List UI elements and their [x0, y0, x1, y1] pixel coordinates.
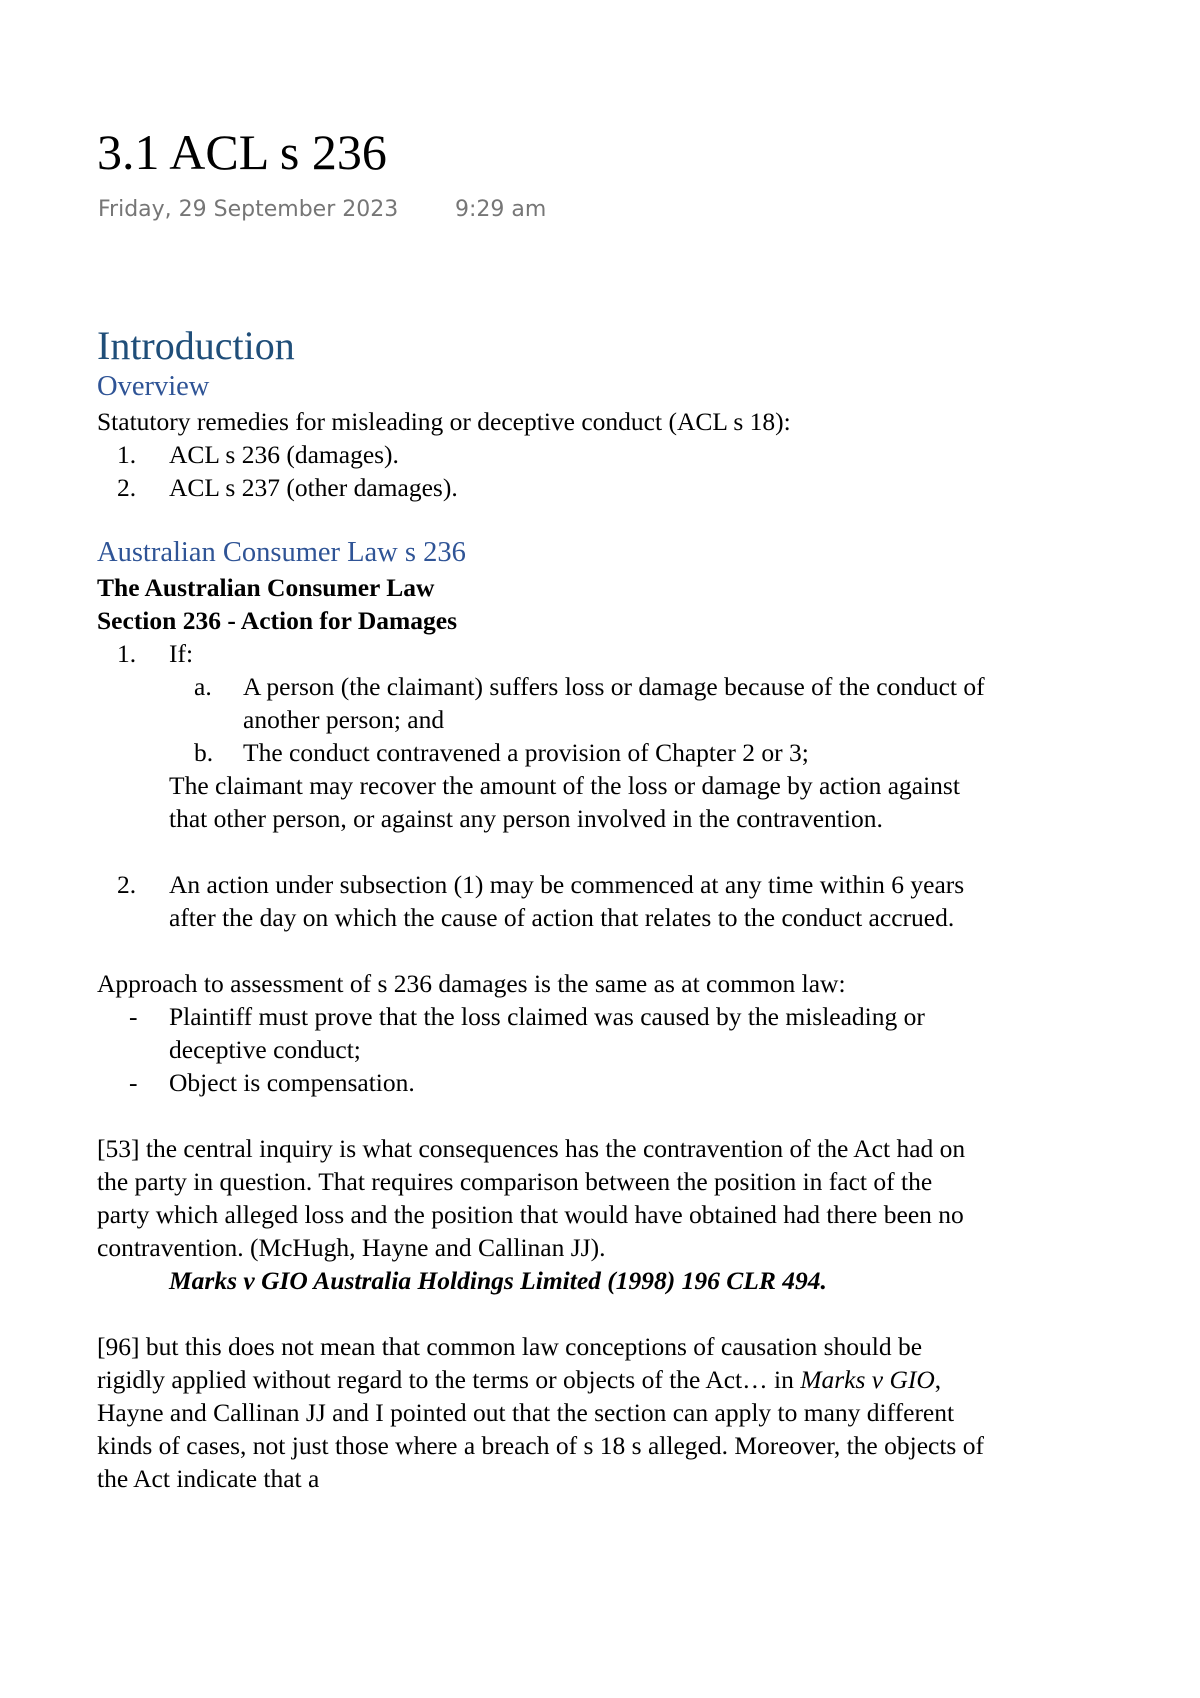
quote-paragraph: [53] the central inquiry is what consequences has the contravention of the Act had on the party in question. That requires comparison between the position in fact of the party which alleged loss and the position that would have obtained had there been no contravention. (McHugh, Hayne and Callinan JJ).: [97, 1134, 966, 1262]
list-item: [97, 637, 987, 670]
list-item: [97, 471, 987, 504]
quote-text: [96] but this does not mean that common law conceptions of causation should be rigidly applied without regard to the terms or objects of the Act… in: [97, 1332, 923, 1394]
note-date: Friday, 29 September 2023: [98, 197, 399, 222]
law-title: The Australian Consumer Law: [97, 573, 435, 602]
note-time: 9:29 am: [455, 197, 547, 222]
quote-text: , Hayne and Callinan JJ and I pointed out that the section can apply to many different kinds of cases, not just those where a breach of s 18 s alleged. Moreover, the objects of the Act indicate that a: [97, 1365, 984, 1493]
list-text: The conduct contravened a provision of Chapter 2 or 3;: [243, 738, 809, 767]
list-continuation: The claimant may recover the amount of the loss or damage by action against that other person, or against any person involved in the contravention.: [169, 771, 960, 833]
bullet-marker: -: [129, 1002, 138, 1031]
list-number: 2.: [117, 870, 137, 899]
note-body: [97, 323, 987, 1495]
bullet-text: Plaintiff must prove that the loss claimed was caused by the misleading or deceptive conduct;: [169, 1002, 925, 1064]
list-number: 1.: [117, 440, 137, 469]
sub-list-item: [97, 736, 987, 769]
overview-text: Statutory remedies for misleading or deceptive conduct (ACL s 18):: [97, 407, 791, 436]
case-name: Marks v GIO: [800, 1365, 935, 1394]
bullet-text: Object is compensation.: [169, 1068, 415, 1097]
list-text: If:: [169, 639, 194, 668]
case-citation: Marks v GIO Australia Holdings Limited (1998) 196 CLR 494.: [169, 1266, 827, 1295]
section-title: Section 236 - Action for Damages: [97, 606, 458, 635]
sub-list-item: [97, 670, 987, 736]
heading-acl-236: Australian Consumer Law s 236: [97, 537, 466, 568]
list-item: [97, 438, 987, 471]
heading-overview: Overview: [97, 371, 210, 402]
list-text: A person (the claimant) suffers loss or damage because of the conduct of another person; and: [243, 672, 985, 734]
bullet-item: [97, 1066, 987, 1099]
heading-introduction: Introduction: [97, 323, 295, 368]
quote-paragraph: [97, 1330, 987, 1495]
list-text: ACL s 237 (other damages).: [169, 473, 458, 502]
bullet-marker: -: [129, 1068, 138, 1097]
list-text: An action under subsection (1) may be commenced at any time within 6 years after the day on which the cause of action that relates to the conduct accrued.: [169, 870, 965, 932]
list-number: 2.: [117, 473, 137, 502]
list-item: [97, 868, 987, 934]
list-letter: b.: [194, 738, 214, 767]
list-number: 1.: [117, 639, 137, 668]
bullet-item: [97, 1000, 987, 1066]
list-text: ACL s 236 (damages).: [169, 440, 399, 469]
approach-intro: Approach to assessment of s 236 damages is the same as at common law:: [97, 969, 846, 998]
page-title: 3.1 ACL s 236: [97, 124, 387, 180]
list-letter: a.: [194, 672, 212, 701]
